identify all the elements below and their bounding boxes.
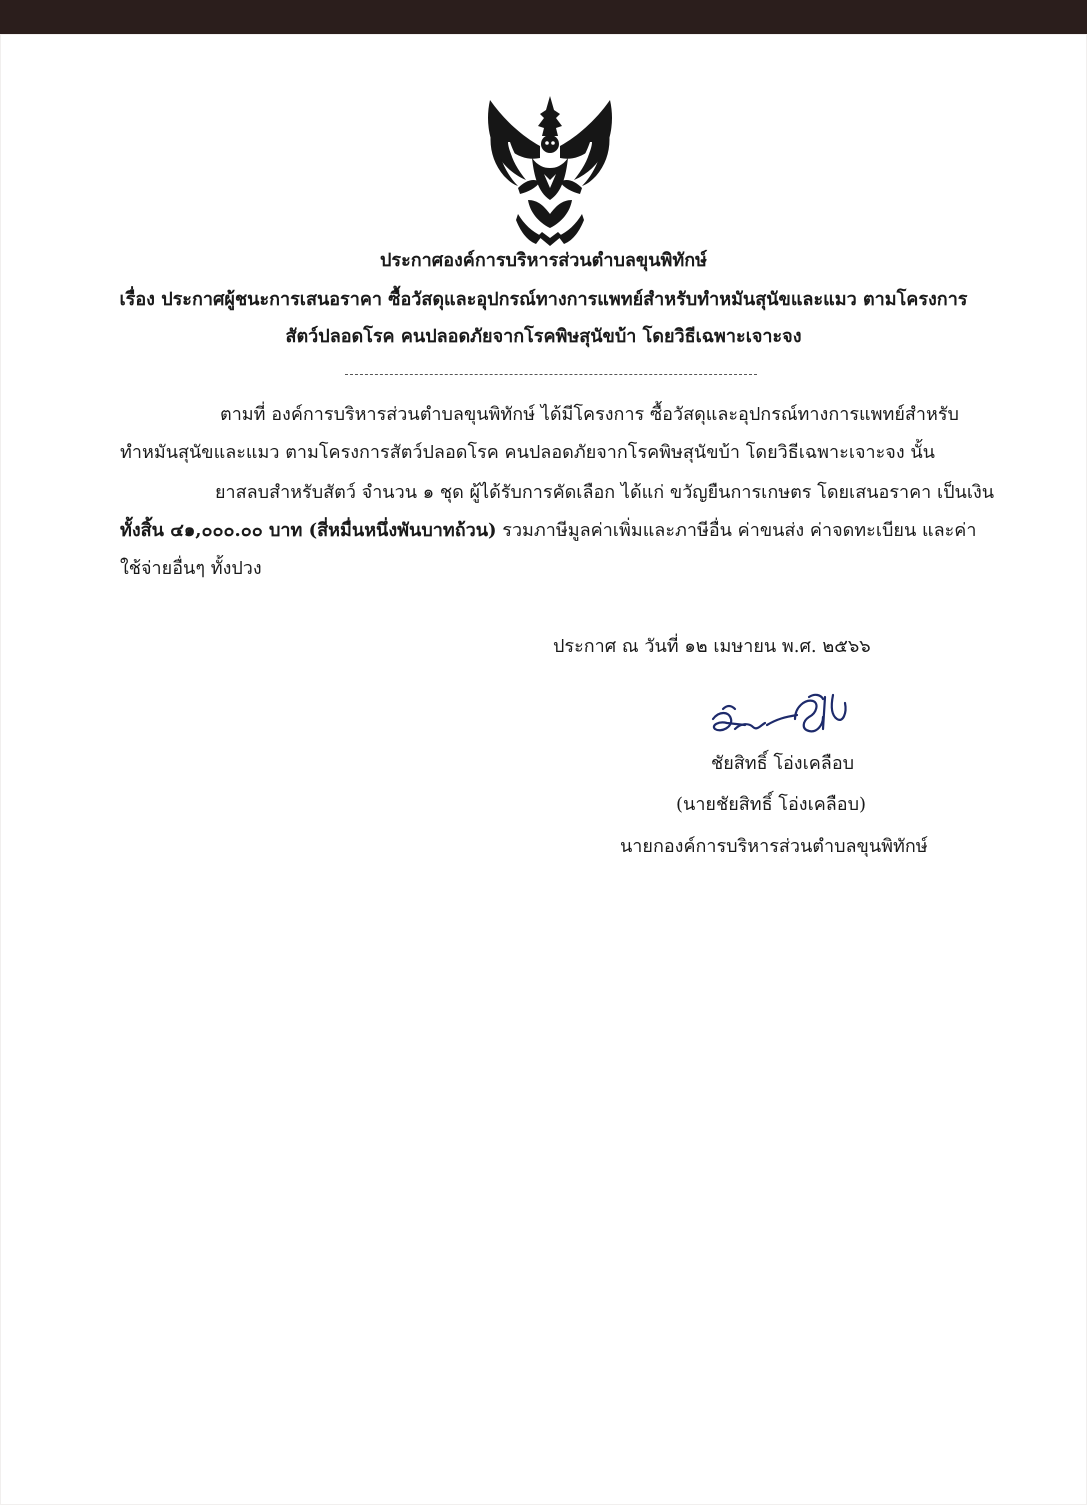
body-line-4 (120, 518, 976, 544)
garuda-emblem-icon (482, 96, 618, 246)
subject-line-2: สัตว์ปลอดโรค คนปลอดภัยจากโรคพิษสุนัขบ้า โดยวิธีเฉพาะเจาะจง (285, 326, 802, 347)
awarded-amount: ทั้งสิ้น ๔๑,๐๐๐.๐๐ บาท (สี่หมื่นหนึ่งพันบาทถ้วน) (120, 520, 497, 541)
body-line-3: ยาสลบสำหรับสัตว์ จำนวน ๑ ชุด ผู้ได้รับการคัดเลือก ได้แก่ ขวัญยืนการเกษตร โดยเสนอราคา เป็นเงิน (215, 482, 995, 503)
dark-frame-edge (0, 0, 1087, 36)
document-heading: ประกาศองค์การบริหารส่วนตำบลขุนพิทักษ์ (380, 250, 707, 271)
body-line-5: ใช้จ่ายอื่นๆ ทั้งปวง (120, 558, 262, 579)
document-page (0, 34, 1087, 1505)
body-line-4-rest: รวมภาษีมูลค่าเพิ่มและภาษีอื่น ค่าขนส่ง ค่าจดทะเบียน และค่า (496, 520, 977, 541)
signer-full-name: (นายชัยสิทธิ์ โอ่งเคลือบ) (676, 794, 867, 815)
subject-line-1: เรื่อง ประกาศผู้ชนะการเสนอราคา ซื้อวัสดุและอุปกรณ์ทางการแพทย์สำหรับทำหมันสุนัขและแมว ตามโครงการ (119, 289, 968, 310)
body-line-1: ตามที่ องค์การบริหารส่วนตำบลขุนพิทักษ์ ได้มีโครงการ ซื้อวัสดุและอุปกรณ์ทางการแพทย์สำหรับ (220, 404, 959, 425)
signer-name: ชัยสิทธิ์ โอ่งเคลือบ (711, 753, 855, 774)
announcement-date: ประกาศ ณ วันที่ ๑๒ เมษายน พ.ศ. ๒๕๖๖ (553, 636, 871, 657)
body-line-2: ทำหมันสุนัขและแมว ตามโครงการสัตว์ปลอดโรค คนปลอดภัยจากโรคพิษสุนัขบ้า โดยวิธีเฉพาะเจาะจง นั้น (120, 442, 935, 463)
section-divider (345, 374, 757, 375)
signature-icon (705, 689, 855, 745)
signer-position: นายกองค์การบริหารส่วนตำบลขุนพิทักษ์ (620, 836, 928, 857)
